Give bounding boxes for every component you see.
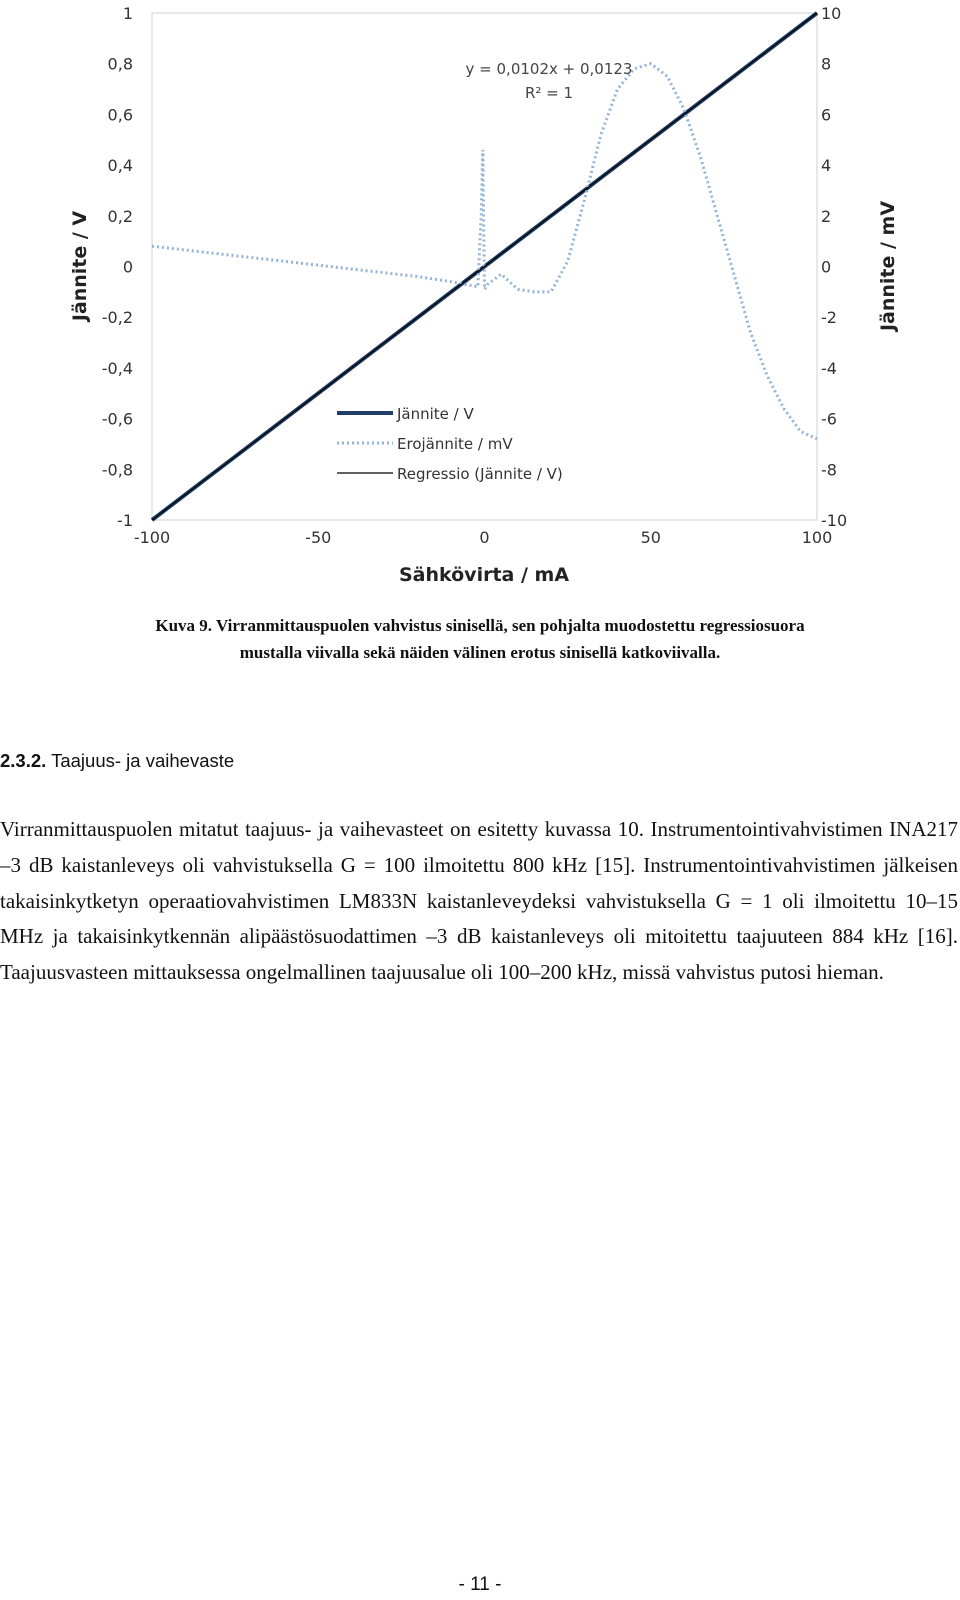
right-y-tick-label: 8 [821, 54, 832, 74]
right-y-tick-label: -4 [821, 358, 837, 378]
right-y-axis-title: Jännite / mV [877, 200, 899, 332]
section-heading [0, 750, 234, 772]
page-number: - 11 - [458, 1574, 502, 1595]
x-tick-label: -100 [133, 528, 171, 547]
right-y-tick-label: -10 [821, 511, 848, 530]
voltage-gain-chart [0, 0, 960, 600]
left-y-tick-label: -0,6 [101, 409, 133, 429]
x-axis-title: Sähkövirta / mA [398, 564, 570, 586]
right-y-tick-label: 6 [821, 105, 832, 125]
x-tick-labels [134, 528, 832, 547]
right-y-tick-label: -8 [821, 460, 837, 480]
left-y-tick-label: 0 [122, 257, 133, 277]
left-y-tick-label: -0,8 [101, 460, 133, 480]
left-y-tick-label: -0,2 [101, 308, 133, 328]
x-tick-label: 50 [640, 528, 661, 547]
caption-line-1: Kuva 9. Virranmittauspuolen vahvistus sinisellä, sen pohjalta muodostettu regressiosuora [155, 616, 805, 635]
legend-label-voltage: Jännite / V [397, 405, 474, 423]
right-y-tick-label: 0 [821, 257, 832, 277]
right-y-tick-labels [821, 4, 847, 530]
figure-caption [40, 612, 920, 666]
left-y-tick-label: -0,4 [101, 358, 133, 378]
legend [337, 405, 563, 483]
right-y-tick-label: 4 [821, 156, 832, 176]
left-y-tick-label: 1 [122, 4, 133, 23]
section-number: 2.3.2. [0, 750, 47, 771]
regression-equation: y = 0,0102x + 0,0123 [465, 60, 633, 78]
legend-label-difference: Erojännite / mV [397, 435, 513, 453]
r-squared: R² = 1 [524, 84, 574, 102]
series-difference-line [152, 64, 817, 439]
x-tick-label: 100 [801, 528, 833, 547]
left-y-tick-label: 0,2 [107, 206, 133, 226]
right-y-tick-label: 10 [821, 4, 842, 23]
caption-line-2: mustalla viivalla sekä näiden välinen erotus sinisellä katkoviivalla. [239, 643, 721, 662]
left-y-axis-title: Jännite / V [69, 210, 91, 322]
x-tick-label: -50 [305, 528, 332, 547]
section-title: Taajuus- ja vaihevaste [51, 750, 235, 771]
body-paragraph: Virranmittauspuolen mitatut taajuus- ja vaihevasteet on esitetty kuvassa 10. Instrumentointivahvistimen INA217 –3 dB kaistanleveys oli vahvistuksella G = 100 ilmoitettu 800 kHz [15]. Instrumentointivahvistimen jälkeisen takaisinkytketyn operaatiovahvistimen LM833N kaistanleveydeksi vahvistuksella G = 1 oli ilmoitettu 10–15 MHz ja takaisinkytkennän alipäästösuodattimen –3 dB kaistanleveys oli mitoitettu taajuuteen 884 kHz [16]. Taajuusvasteen mittauksessa ongelmallinen taajuusalue oli 100–200 kHz, missä vahvistus putosi hieman. [0, 817, 958, 985]
x-tick-label: 0 [479, 528, 490, 547]
right-y-tick-label: -2 [821, 308, 837, 328]
right-y-tick-label: -6 [821, 409, 837, 429]
legend-label-regression: Regressio (Jännite / V) [397, 465, 563, 483]
left-y-tick-labels [102, 4, 133, 530]
left-y-tick-label: -1 [117, 511, 133, 530]
left-y-tick-label: 0,6 [107, 105, 133, 125]
left-y-tick-label: 0,8 [107, 54, 133, 74]
right-y-tick-label: 2 [821, 206, 832, 226]
left-y-tick-label: 0,4 [107, 156, 133, 176]
